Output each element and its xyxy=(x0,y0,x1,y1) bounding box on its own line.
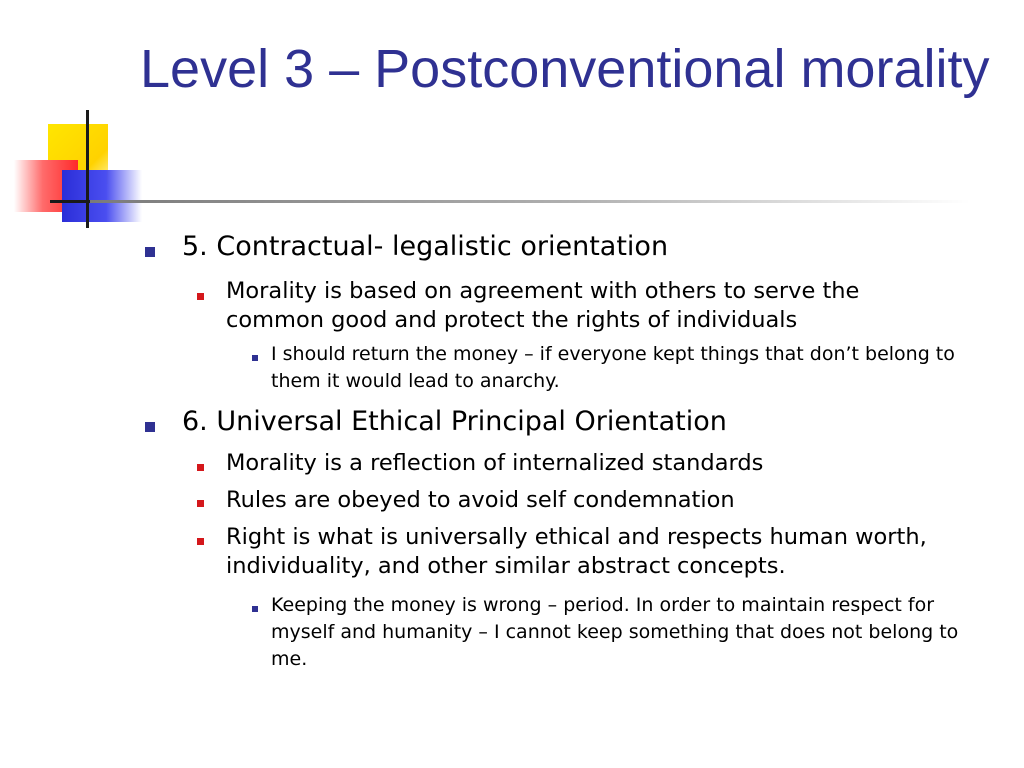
bullet-level2-icon xyxy=(197,464,204,471)
bullet-level2-text: Rules are obeyed to avoid self condemnation xyxy=(226,487,735,513)
bullet-level2-text: Right is what is universally ethical and respects human worth, individuality, and other similar abstract concepts. xyxy=(226,524,927,579)
bullet-level1-text: 5. Contractual- legalistic orientation xyxy=(182,231,669,262)
bullet-level2-text: Morality is based on agreement with others to serve the common good and protect the rights of individuals xyxy=(226,278,860,333)
bullet-level3-icon xyxy=(252,355,258,361)
title-underline-rule xyxy=(90,200,970,203)
bullet-level2-text: Morality is a reflection of internalized standards xyxy=(226,450,764,476)
slide-title: Level 3 – Postconventional morality xyxy=(140,39,990,99)
bullet-level1-icon xyxy=(145,247,155,257)
bullet-level2-icon xyxy=(197,293,204,300)
bullet-level3-text: I should return the money – if everyone kept things that don’t belong to them it would lead to anarchy. xyxy=(271,343,955,392)
bullet-level1-text: 6. Universal Ethical Principal Orientation xyxy=(182,406,727,437)
bullet-level1-icon xyxy=(145,422,155,432)
bullet-level2-icon xyxy=(197,538,204,545)
bullet-level3-text: Keeping the money is wrong – period. In order to maintain respect for myself and humanity – I cannot keep something that does not belong to me. xyxy=(271,594,959,670)
decorative-squares-logo xyxy=(0,100,140,230)
blue-square-decoration xyxy=(62,170,142,222)
bullet-level2-icon xyxy=(197,500,204,507)
bullet-level3-icon xyxy=(252,606,258,612)
vertical-line-decoration xyxy=(86,110,89,228)
